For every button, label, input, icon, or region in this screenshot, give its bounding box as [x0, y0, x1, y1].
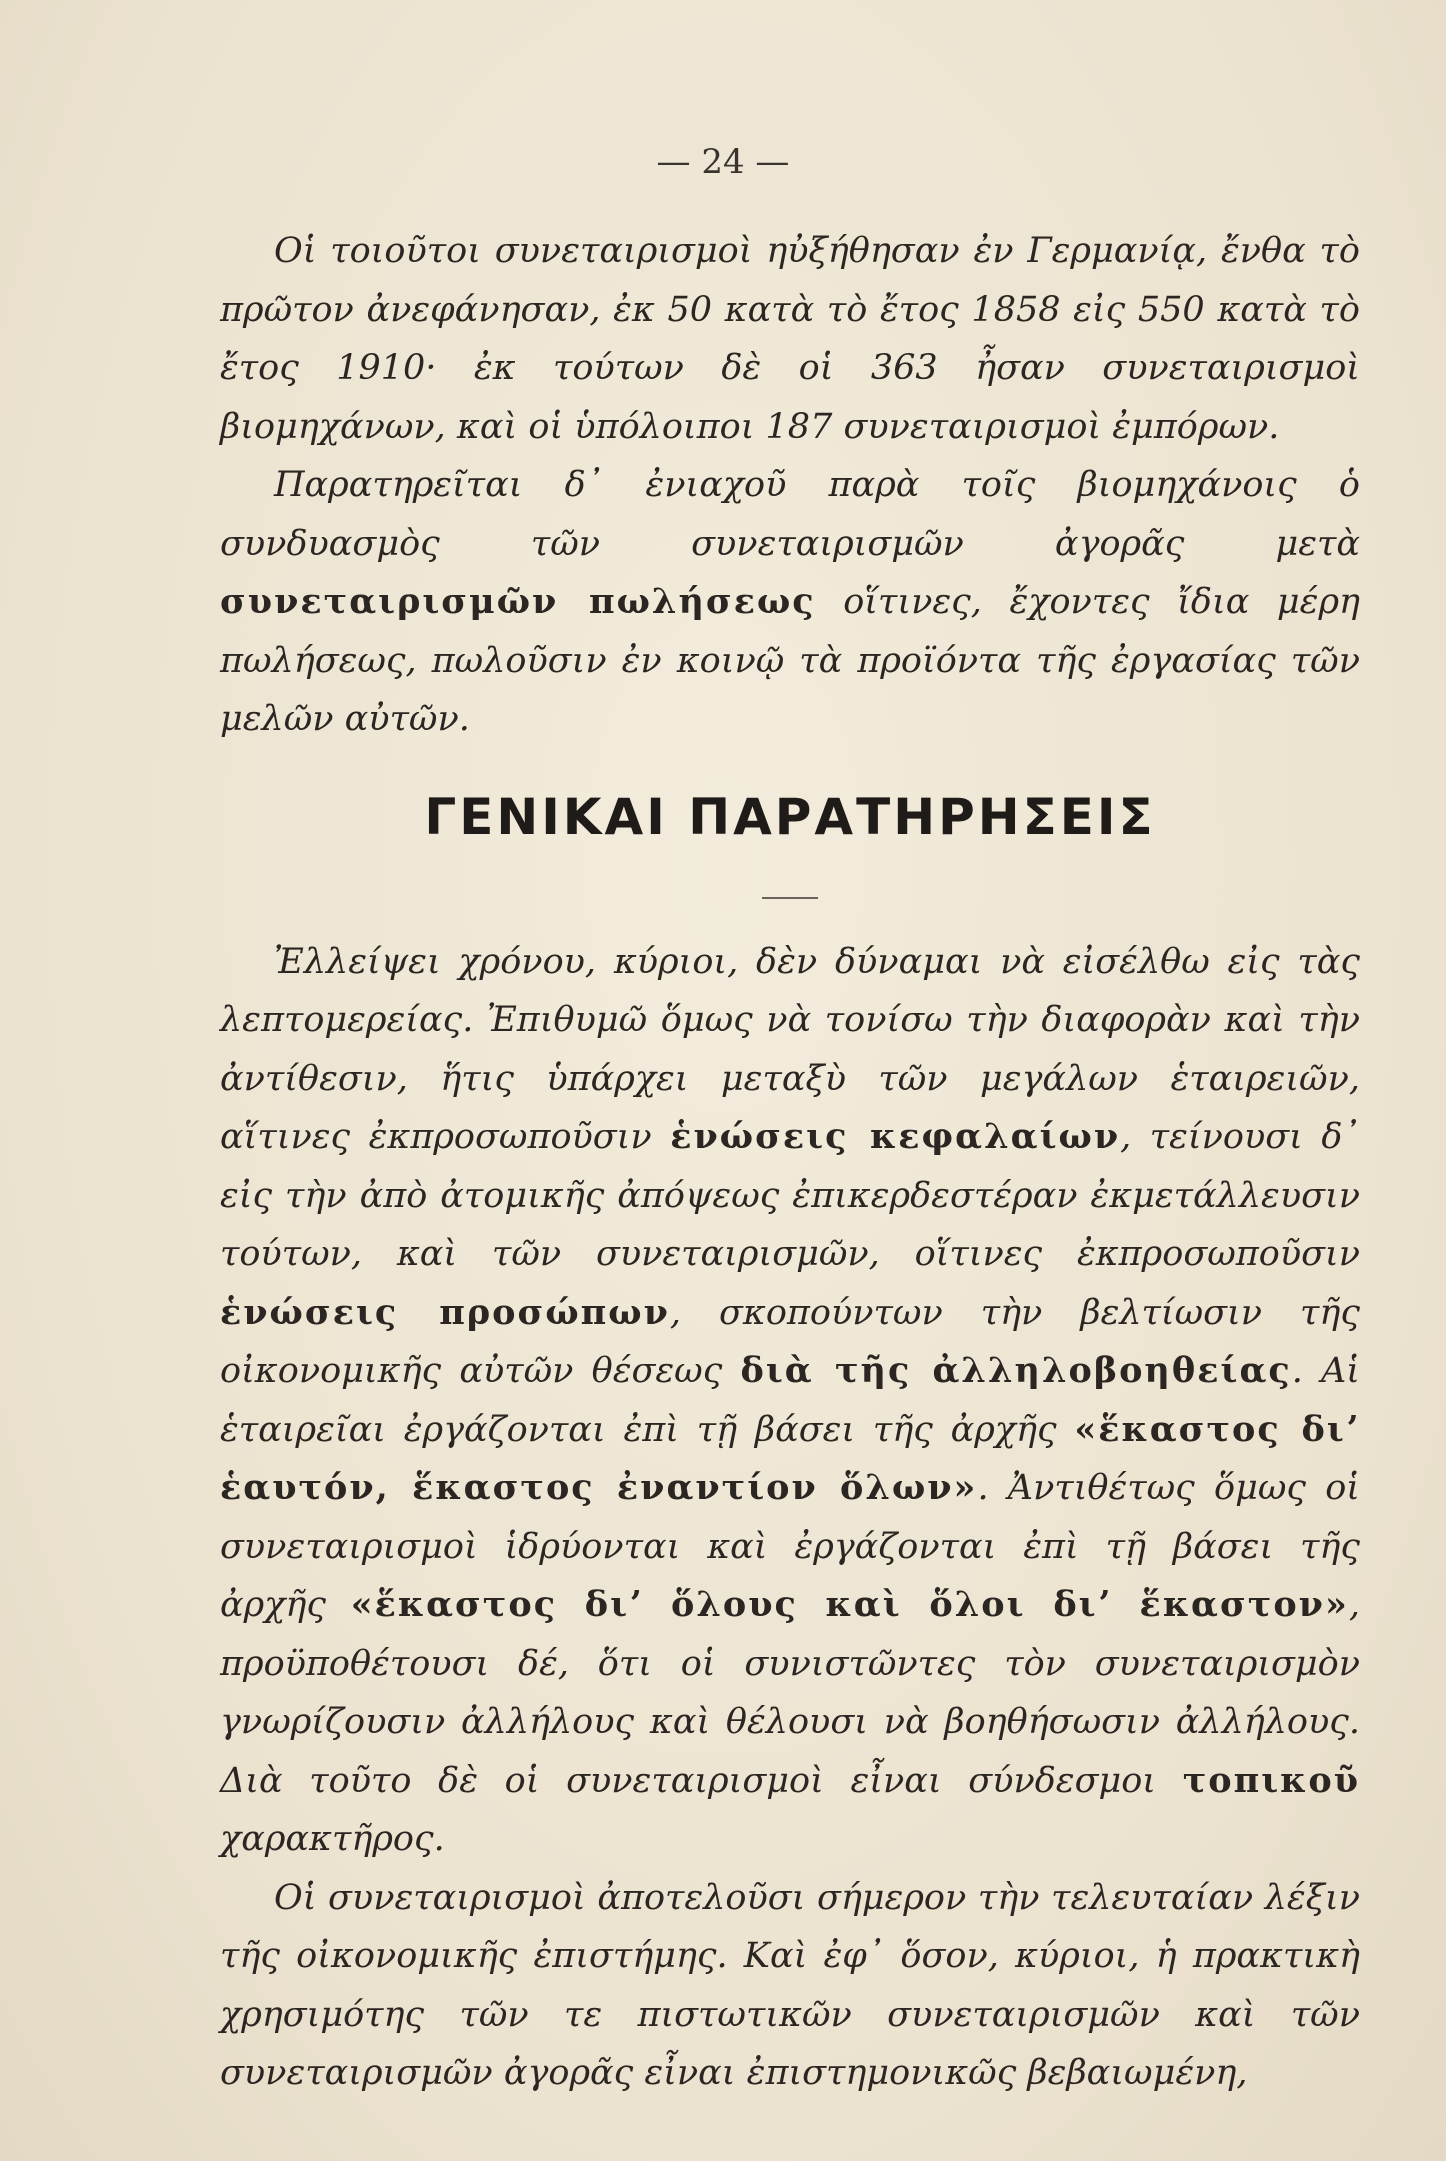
text-segment: , σκοπούντων τὴν βελτίωσιν τῆς οἰκονομικῆς αὐτῶν θέσεως	[220, 1292, 1360, 1391]
text-segment: , τείνουσι δ᾿ εἰς τὴν ἀπὸ ἀτομικῆς ἀπόψεως ἐπικερδεστέραν ἐκμετάλλευσιν τούτων, καὶ τῶν συνεταιρισμῶν, οἵτινες ἐκπροσωποῦσιν	[220, 1117, 1360, 1274]
paragraphs-before-heading	[220, 222, 1360, 749]
paragraphs-after-heading	[220, 933, 1360, 2103]
paragraph	[220, 456, 1360, 749]
text-segment: Οἱ τοιοῦτοι συνεταιρισμοὶ ηὐξήθησαν ἐν Γερμανίᾳ, ἔνθα τὸ πρῶτον ἀνεφάνησαν, ἐκ 50 κατὰ τὸ ἔτος 1858 εἰς 550 κατὰ τὸ ἔτος 1910· ἐκ τούτων δὲ οἱ 363 ἦσαν συνεταιρισμοὶ βιομηχάνων, καὶ οἱ ὑπόλοιποι 187 συνεταιρισμοὶ ἐμπόρων.	[220, 231, 1360, 447]
paragraph	[220, 1869, 1360, 2103]
emphasized-text: τοπικοῦ	[1182, 1759, 1360, 1801]
page-number: — 24 —	[656, 142, 790, 182]
section-heading: ΓΕΝΙΚΑΙ ΠΑΡΑΤΗΡΗΣΕΙΣ	[424, 787, 1156, 846]
paragraph	[220, 222, 1360, 456]
emphasized-text: «ἕκαστος διʼ ἑαυτόν, ἕκαστος ἐναντίον ὅλων»	[220, 1408, 1360, 1508]
text-segment: χαρακτῆρος.	[220, 1819, 445, 1859]
text-segment: , προϋποθέτουσι δέ, ὅτι οἱ συνιστῶντες τὸν συνεταιρισμὸν γνωρίζουσιν ἀλλήλους καὶ θέλουσι νὰ βοηθήσωσιν ἀλλήλους. Διὰ τοῦτο δὲ οἱ συνεταιρισμοὶ εἶναι σύνδεσμοι	[220, 1585, 1360, 1801]
text-segment: οἵτινες, ἔχοντες ἴδια μέρη πωλήσεως, πωλοῦσιν ἐν κοινῷ τὰ προϊόντα τῆς ἐργασίας τῶν μελῶν αὐτῶν.	[220, 582, 1360, 739]
emphasized-text: συνεταιρισμῶν πωλήσεως	[220, 581, 816, 622]
emphasized-text: ἑνώσεις κεφαλαίων	[670, 1116, 1121, 1157]
emphasized-text: ἑνώσεις προσώπων	[220, 1291, 670, 1333]
emphasized-text: διὰ τῆς ἀλληλοβοηθείας	[740, 1350, 1292, 1391]
text-segment: Ἐλλείψει χρόνου, κύριοι, δὲν δύναμαι νὰ εἰσέλθω εἰς τὰς λεπτομερείας. Ἐπιθυμῶ ὅμως νὰ τονίσω τὴν διαφορὰν καὶ τὴν ἀντίθεσιν, ἥτις ὑπάρχει μεταξὺ τῶν μεγάλων ἑταιρειῶν, αἵτινες ἐκπροσωποῦσιν	[220, 941, 1360, 1157]
paragraph	[220, 933, 1360, 1869]
emphasized-text: «ἕκαστος διʼ ὅλους καὶ ὅλοι διʼ ἕκαστον»	[350, 1584, 1349, 1625]
text-segment: . Αἱ ἑταιρεῖαι ἐργάζονται ἐπὶ τῇ βάσει τῆς ἀρχῆς	[220, 1351, 1360, 1450]
heading-divider	[762, 897, 818, 899]
body-text	[220, 222, 1360, 2103]
text-segment: . Ἀντιθέτως ὅμως οἱ συνεταιρισμοὶ ἱδρύονται καὶ ἐργάζονται ἐπὶ τῇ βάσει τῆς ἀρχῆς	[220, 1468, 1360, 1625]
text-segment: Παρατηρεῖται δ᾿ ἐνιαχοῦ παρὰ τοῖς βιομηχάνοις ὁ συνδυασμὸς τῶν συνεταιρισμῶν ἀγορᾶς μετὰ	[220, 465, 1360, 564]
text-segment: Οἱ συνεταιρισμοὶ ἀποτελοῦσι σήμερον τὴν τελευταίαν λέξιν τῆς οἰκονομικῆς ἐπιστήμης. Καὶ ἐφ᾿ ὅσον, κύριοι, ἡ πρακτικὴ χρησιμότης τῶν τε πιστωτικῶν συνεταιρισμῶν καὶ τῶν συνεταιρισμῶν ἀγορᾶς εἶναι ἐπιστημονικῶς βεβαιωμένη,	[220, 1877, 1360, 2093]
